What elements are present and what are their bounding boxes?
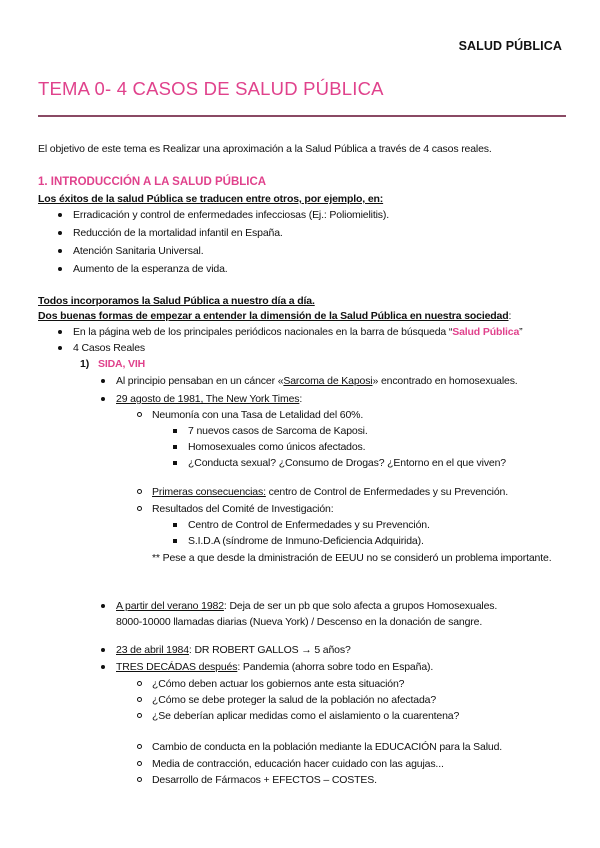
bullet-icon bbox=[101, 397, 105, 401]
list-item: Erradicación y control de enfermedades infecciosas (Ej.: Poliomielitis). bbox=[73, 209, 390, 221]
list-item: Atención Sanitaria Universal. bbox=[73, 245, 204, 257]
list-item: Aumento de la esperanza de vida. bbox=[73, 263, 228, 275]
section2-lead1: Todos incorporamos la Salud Pública a nuestro día a día. bbox=[38, 295, 315, 307]
question-item: ¿Cómo deben actuar los gobiernos ante esta situación? bbox=[152, 678, 405, 690]
case1-point1 bbox=[116, 375, 518, 387]
web-highlight: Salud Pública bbox=[452, 326, 520, 338]
tres-rest: : Pandemia (ahorra sobre todo en España). bbox=[237, 661, 434, 673]
square-bullet-icon bbox=[173, 445, 177, 449]
tres-label: TRES DECÁDAS después bbox=[116, 661, 238, 673]
circle-bullet-icon bbox=[137, 697, 142, 702]
bullet-icon bbox=[58, 267, 62, 271]
list-item-web-search bbox=[73, 326, 523, 338]
question-item: ¿Cómo se debe proteger la salud de la población no afectada? bbox=[152, 694, 437, 706]
abril-rest: : DR ROBERT GALLOS → 5 años? bbox=[188, 644, 351, 656]
sub-item: ¿Conducta sexual? ¿Consumo de Drogas? ¿Entorno en el que viven? bbox=[188, 457, 506, 469]
bullet-icon bbox=[101, 604, 105, 608]
page-title: TEMA 0- 4 CASOS DE SALUD PÚBLICA bbox=[38, 78, 384, 99]
note-paragraph: ** Pese a que desde la dministración de EEUU no se consideró un problema importante. bbox=[152, 552, 552, 564]
bullet-icon bbox=[58, 249, 62, 253]
list-item-casos: 4 Casos Reales bbox=[73, 342, 146, 354]
web-text: En la página web de los principales periódicos nacionales en la barra de búsqueda “ bbox=[73, 326, 453, 338]
primeras-label: Primeras consecuencias: bbox=[152, 486, 266, 498]
title-divider bbox=[38, 115, 566, 117]
bullet-icon bbox=[101, 665, 105, 669]
section2-lead2 bbox=[38, 310, 511, 322]
abril-item bbox=[116, 644, 351, 656]
circle-bullet-icon bbox=[137, 744, 142, 749]
bullet-icon bbox=[101, 648, 105, 652]
nyt-date: 29 agosto de 1981, The New York Times bbox=[116, 393, 300, 405]
verano-line2: 8000-10000 llamadas diarias (Nueva York) / Descenso en la donación de sangre. bbox=[116, 616, 483, 628]
bullet-icon bbox=[58, 213, 62, 217]
primeras-rest: centro de Control de Enfermedades y su Prevención. bbox=[265, 486, 509, 498]
bullet-icon bbox=[58, 231, 62, 235]
circle-bullet-icon bbox=[137, 681, 142, 686]
case-number: 1) bbox=[80, 358, 90, 370]
sub-item: Centro de Control de Enfermedades y su Prevención. bbox=[188, 519, 430, 531]
intro-paragraph: El objetivo de este tema es Realizar una aproximación a la Salud Pública a través de 4 casos reales. bbox=[38, 143, 492, 155]
kaposi-link: Sarcoma de Kaposi bbox=[283, 375, 373, 387]
bullet-icon bbox=[58, 330, 62, 334]
web-close: ” bbox=[519, 326, 523, 338]
section1-lead: Los éxitos de la salud Pública se traducen entre otros, por ejemplo, en: bbox=[38, 193, 384, 205]
final-item: Desarrollo de Fármacos + EFECTOS – COSTES. bbox=[152, 774, 377, 786]
tres-item bbox=[116, 661, 433, 673]
section2-lead2-text: Dos buenas formas de empezar a entender la dimensión de la Salud Pública en nuestra sociedad bbox=[38, 310, 509, 322]
abril-label: 23 de abril 1984 bbox=[116, 644, 189, 656]
circle-bullet-icon bbox=[137, 412, 142, 417]
case1-point2 bbox=[116, 393, 302, 405]
primeras-item bbox=[152, 486, 508, 498]
circle-bullet-icon bbox=[137, 506, 142, 511]
circle-bullet-icon bbox=[137, 777, 142, 782]
neumonia-item: Neumonía con una Tasa de Letalidad del 60%. bbox=[152, 409, 364, 421]
sub-item: 7 nuevos casos de Sarcoma de Kaposi. bbox=[188, 425, 368, 437]
square-bullet-icon bbox=[173, 523, 177, 527]
verano-rest: : Deja de ser un pb que solo afecta a grupos Homosexuales. bbox=[223, 600, 498, 612]
circle-bullet-icon bbox=[137, 761, 142, 766]
running-header: SALUD PÚBLICA bbox=[458, 39, 562, 53]
final-item: Cambio de conducta en la población mediante la EDUCACIÓN para la Salud. bbox=[152, 741, 503, 753]
list-item: Reducción de la mortalidad infantil en España. bbox=[73, 227, 283, 239]
question-item: ¿Se deberían aplicar medidas como el aislamiento o la cuarentena? bbox=[152, 710, 460, 722]
case-title: SIDA, VIH bbox=[98, 358, 146, 370]
sub-item: Homosexuales como únicos afectados. bbox=[188, 441, 366, 453]
section-heading-introduccion: 1. INTRODUCCIÓN A LA SALUD PÚBLICA bbox=[38, 176, 267, 188]
square-bullet-icon bbox=[173, 429, 177, 433]
final-item: Media de contracción, educación hacer cuidado con las agujas... bbox=[152, 758, 444, 770]
circle-bullet-icon bbox=[137, 489, 142, 494]
comite-item: Resultados del Comité de Investigación: bbox=[152, 503, 334, 515]
square-bullet-icon bbox=[173, 461, 177, 465]
bullet-icon bbox=[58, 346, 62, 350]
p1-pre: Al principio pensaban en un cáncer « bbox=[116, 375, 284, 387]
bullet-icon bbox=[101, 379, 105, 383]
square-bullet-icon bbox=[173, 539, 177, 543]
verano-item bbox=[116, 600, 497, 612]
section2-lead2-colon: : bbox=[508, 310, 512, 322]
sub-item: S.I.D.A (síndrome de Inmuno-Deficiencia Adquirida). bbox=[188, 535, 424, 547]
circle-bullet-icon bbox=[137, 713, 142, 718]
p1-post: » encontrado en homosexuales. bbox=[372, 375, 518, 387]
verano-label: A partir del verano 1982 bbox=[116, 600, 224, 612]
nyt-colon: : bbox=[299, 393, 303, 405]
